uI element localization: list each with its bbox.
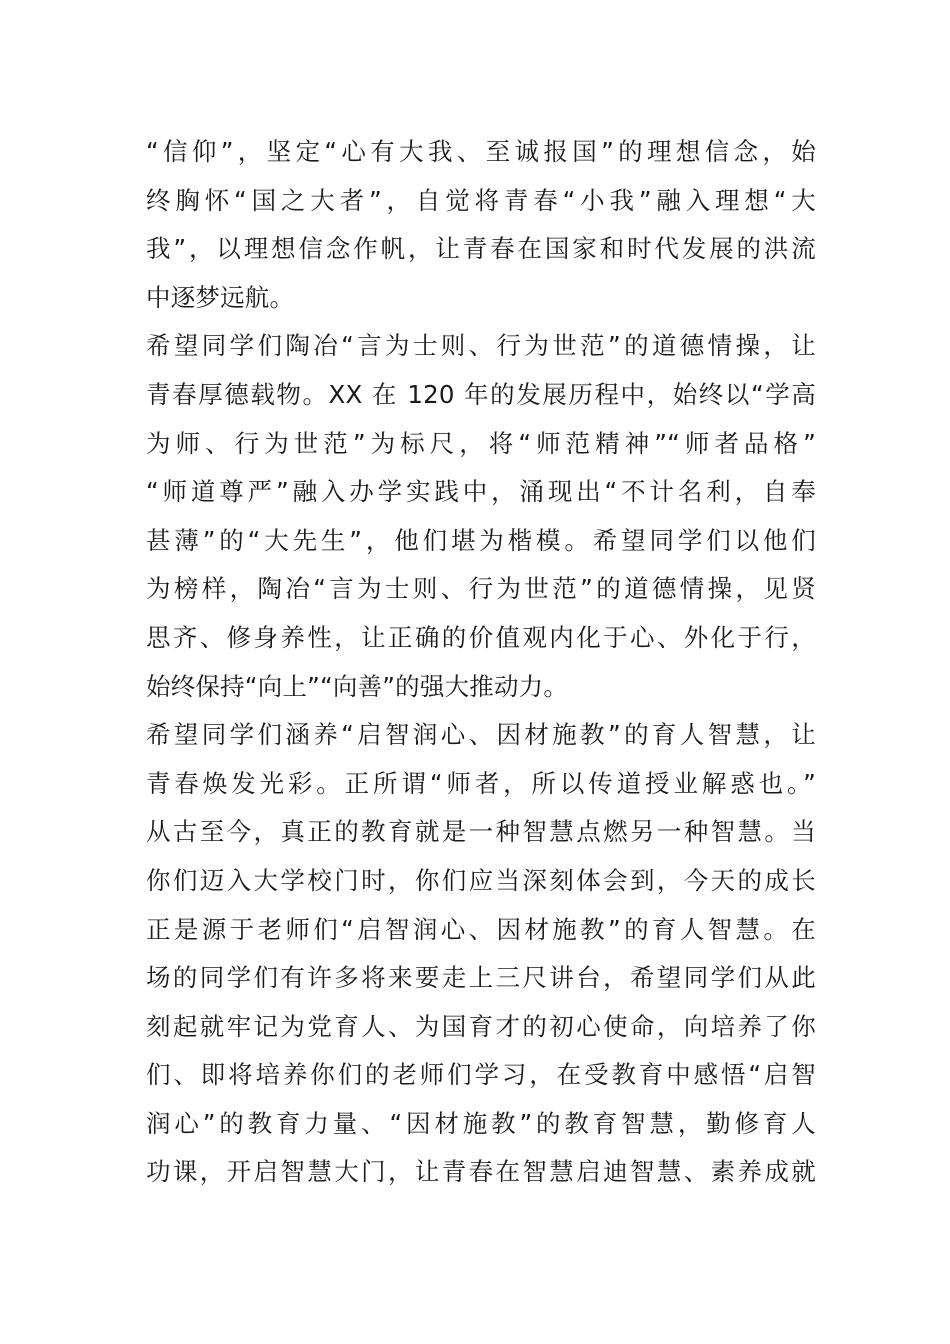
text-line: 刻起就牢记为党育人、为国育才的初心使命，向培养了你 [146, 1011, 816, 1041]
text-line: 正是源于老师们“启智润心、因材施教”的育人智慧。在 [146, 914, 816, 944]
text-line: 青春厚德载物。XX 在 120 年的发展历程中，始终以“学高 [146, 379, 816, 409]
text-line: 希望同学们陶冶“言为士则、行为世范”的道德情操，让 [146, 331, 816, 361]
text-line: “师道尊严”融入办学实践中，涌现出“不计名利，自奉 [146, 477, 816, 507]
text-line: 中逐梦远航。 [146, 282, 295, 312]
text-line: 思齐、修身养性，让正确的价值观内化于心、外化于行， [146, 622, 816, 652]
text-line: 为榜样，陶冶“言为士则、行为世范”的道德情操，见贤 [146, 574, 816, 604]
text-line: 始终保持“向上”“向善”的强大推动力。 [146, 671, 569, 701]
text-line: 从古至今，真正的教育就是一种智慧点燃另一种智慧。当 [146, 817, 816, 847]
body-text [146, 128, 816, 1197]
text-line: 们、即将培养你们的老师们学习，在受教育中感悟“启智 [146, 1060, 816, 1090]
text-line: 为师、行为世范”为标尺，将“师范精神”“师者品格” [146, 428, 816, 458]
text-line: 希望同学们涵养“启智润心、因材施教”的育人智慧，让 [146, 720, 816, 750]
text-line: 甚薄”的“大先生”，他们堪为楷模。希望同学们以他们 [146, 525, 816, 555]
text-line: 功课，开启智慧大门，让青春在智慧启迪智慧、素养成就 [146, 1157, 816, 1187]
text-line: “信仰”，坚定“心有大我、至诚报国”的理想信念，始 [146, 137, 816, 166]
text-line: 青春焕发光彩。正所谓“师者，所以传道授业解惑也。” [146, 768, 816, 798]
text-line: 终胸怀“国之大者”，自觉将青春“小我”融入理想“大 [146, 185, 816, 215]
text-line: 你们迈入大学校门时，你们应当深刻体会到，今天的成长 [146, 865, 816, 895]
text-line: 我”，以理想信念作帆，让青春在国家和时代发展的洪流 [146, 234, 816, 264]
text-line: 润心”的教育力量、“因材施教”的教育智慧，勤修育人 [146, 1108, 816, 1138]
text-line: 场的同学们有许多将来要走上三尺讲台，希望同学们从此 [146, 963, 816, 993]
